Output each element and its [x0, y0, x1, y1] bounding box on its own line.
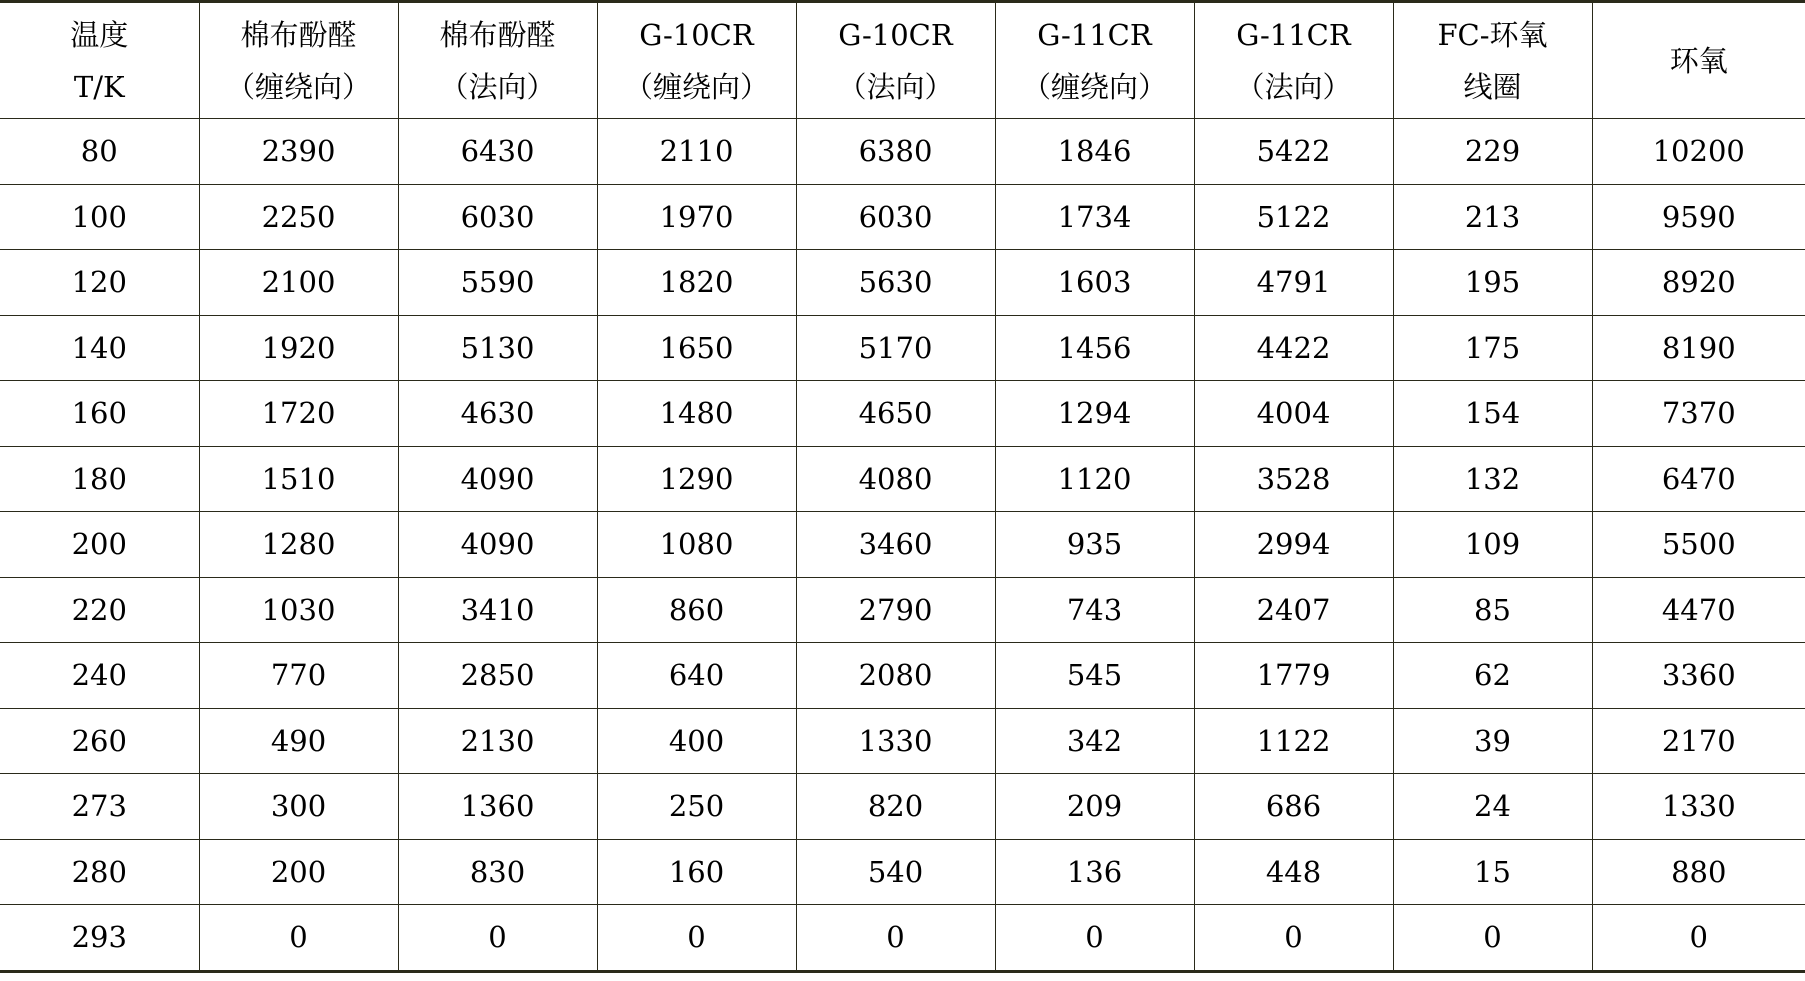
- table-cell: 229: [1393, 119, 1592, 185]
- table-cell: 1030: [199, 577, 398, 643]
- column-header-line1: 温度: [70, 17, 129, 52]
- temperature-cell: 140: [0, 315, 199, 381]
- column-header-line1: G-10CR: [838, 17, 953, 52]
- column-header: [1592, 2, 1805, 119]
- table-row: [0, 708, 1805, 774]
- column-header: [597, 2, 796, 119]
- table-cell: 6030: [796, 184, 995, 250]
- table-cell: 2250: [199, 184, 398, 250]
- table-cell: 62: [1393, 643, 1592, 709]
- table-cell: 3410: [398, 577, 597, 643]
- table-cell: 4422: [1194, 315, 1393, 381]
- column-header-line1: FC-环氧: [1437, 17, 1548, 52]
- table-cell: 0: [398, 905, 597, 972]
- table-row: [0, 839, 1805, 905]
- table-cell: 1456: [995, 315, 1194, 381]
- table-cell: 545: [995, 643, 1194, 709]
- column-header-line2: （法向）: [439, 69, 556, 104]
- table-cell: 132: [1393, 446, 1592, 512]
- table-cell: 160: [597, 839, 796, 905]
- table-cell: 9590: [1592, 184, 1805, 250]
- table-cell: 540: [796, 839, 995, 905]
- table-cell: 39: [1393, 708, 1592, 774]
- table-row: [0, 184, 1805, 250]
- table-row: [0, 774, 1805, 840]
- table-header: [0, 2, 1805, 119]
- table-cell: 2790: [796, 577, 995, 643]
- table-cell: 0: [597, 905, 796, 972]
- column-header-line2: （法向）: [837, 69, 954, 104]
- table-cell: 0: [199, 905, 398, 972]
- table-cell: 175: [1393, 315, 1592, 381]
- table-cell: 1734: [995, 184, 1194, 250]
- table-cell: 400: [597, 708, 796, 774]
- table-cell: 2080: [796, 643, 995, 709]
- table-cell: 743: [995, 577, 1194, 643]
- table-cell: 8190: [1592, 315, 1805, 381]
- table-row: [0, 381, 1805, 447]
- table-row: [0, 119, 1805, 185]
- table-cell: 342: [995, 708, 1194, 774]
- table-cell: 300: [199, 774, 398, 840]
- temperature-cell: 273: [0, 774, 199, 840]
- table-cell: 1650: [597, 315, 796, 381]
- table-cell: 1330: [796, 708, 995, 774]
- table-cell: 0: [796, 905, 995, 972]
- table-cell: 1480: [597, 381, 796, 447]
- table-cell: 2170: [1592, 708, 1805, 774]
- table-cell: 880: [1592, 839, 1805, 905]
- table-cell: 640: [597, 643, 796, 709]
- table-cell: 5170: [796, 315, 995, 381]
- column-header-line1: G-10CR: [639, 17, 754, 52]
- table-cell: 5590: [398, 250, 597, 316]
- temperature-cell: 160: [0, 381, 199, 447]
- table-cell: 6030: [398, 184, 597, 250]
- column-header-line1: 棉布酚醛: [240, 17, 357, 52]
- table-cell: 2850: [398, 643, 597, 709]
- table-cell: 8920: [1592, 250, 1805, 316]
- table-cell: 85: [1393, 577, 1592, 643]
- table-row: [0, 512, 1805, 578]
- table-cell: 1290: [597, 446, 796, 512]
- column-header-line1: G-11CR: [1037, 17, 1152, 52]
- table-cell: 7370: [1592, 381, 1805, 447]
- table-cell: 860: [597, 577, 796, 643]
- column-header: [199, 2, 398, 119]
- table-cell: 2110: [597, 119, 796, 185]
- column-header-line1: 环氧: [1669, 43, 1728, 78]
- table-cell: 10200: [1592, 119, 1805, 185]
- table-row: [0, 577, 1805, 643]
- table-cell: 213: [1393, 184, 1592, 250]
- column-header: [995, 2, 1194, 119]
- table-cell: 490: [199, 708, 398, 774]
- table-cell: 6380: [796, 119, 995, 185]
- temperature-cell: 200: [0, 512, 199, 578]
- table-cell: 0: [995, 905, 1194, 972]
- column-header-line2: （缠绕向）: [225, 69, 371, 104]
- table-cell: 1779: [1194, 643, 1393, 709]
- table-cell: 154: [1393, 381, 1592, 447]
- table-cell: 5630: [796, 250, 995, 316]
- column-header-line2: T/K: [73, 69, 125, 104]
- table-cell: 2130: [398, 708, 597, 774]
- temperature-cell: 180: [0, 446, 199, 512]
- table-cell: 4470: [1592, 577, 1805, 643]
- table-cell: 1970: [597, 184, 796, 250]
- table-body: [0, 119, 1805, 972]
- table-cell: 1920: [199, 315, 398, 381]
- table-cell: 4090: [398, 512, 597, 578]
- table-cell: 3360: [1592, 643, 1805, 709]
- table-cell: 4080: [796, 446, 995, 512]
- column-header: [1393, 2, 1592, 119]
- column-header: [398, 2, 597, 119]
- table-cell: 935: [995, 512, 1194, 578]
- table-cell: 4004: [1194, 381, 1393, 447]
- temperature-cell: 220: [0, 577, 199, 643]
- table-cell: 1510: [199, 446, 398, 512]
- table-cell: 200: [199, 839, 398, 905]
- column-header-line2: 线圈: [1463, 69, 1522, 104]
- table-cell: 1720: [199, 381, 398, 447]
- table-cell: 6470: [1592, 446, 1805, 512]
- table-row: [0, 446, 1805, 512]
- temperature-cell: 280: [0, 839, 199, 905]
- table-cell: 770: [199, 643, 398, 709]
- table-cell: 4630: [398, 381, 597, 447]
- table-cell: 0: [1393, 905, 1592, 972]
- table-row: [0, 315, 1805, 381]
- table-cell: 15: [1393, 839, 1592, 905]
- column-header-line1: G-11CR: [1236, 17, 1351, 52]
- table-row: [0, 905, 1805, 972]
- table-cell: 195: [1393, 250, 1592, 316]
- table-cell: 1294: [995, 381, 1194, 447]
- table-cell: 24: [1393, 774, 1592, 840]
- table-cell: 1120: [995, 446, 1194, 512]
- table-cell: 0: [1194, 905, 1393, 972]
- table-cell: 209: [995, 774, 1194, 840]
- column-header: [0, 2, 199, 119]
- table-cell: 2390: [199, 119, 398, 185]
- table-cell: 5130: [398, 315, 597, 381]
- table-cell: 1280: [199, 512, 398, 578]
- table-cell: 109: [1393, 512, 1592, 578]
- table-cell: 2994: [1194, 512, 1393, 578]
- table-cell: 1360: [398, 774, 597, 840]
- table-cell: 1846: [995, 119, 1194, 185]
- table-cell: 830: [398, 839, 597, 905]
- table-cell: 250: [597, 774, 796, 840]
- table-cell: 4791: [1194, 250, 1393, 316]
- table-cell: 5500: [1592, 512, 1805, 578]
- table-cell: 5122: [1194, 184, 1393, 250]
- table-cell: 0: [1592, 905, 1805, 972]
- table-cell: 4650: [796, 381, 995, 447]
- temperature-cell: 260: [0, 708, 199, 774]
- table-cell: 136: [995, 839, 1194, 905]
- table-cell: 3460: [796, 512, 995, 578]
- table-row: [0, 643, 1805, 709]
- temperature-cell: 80: [0, 119, 199, 185]
- table-cell: 1330: [1592, 774, 1805, 840]
- table-cell: 3528: [1194, 446, 1393, 512]
- table-cell: 1603: [995, 250, 1194, 316]
- table-cell: 1080: [597, 512, 796, 578]
- column-header-line2: （缠绕向）: [623, 69, 769, 104]
- temperature-cell: 293: [0, 905, 199, 972]
- table-cell: 448: [1194, 839, 1393, 905]
- temperature-cell: 100: [0, 184, 199, 250]
- table-cell: 2407: [1194, 577, 1393, 643]
- table-cell: 2100: [199, 250, 398, 316]
- table-cell: 1122: [1194, 708, 1393, 774]
- column-header: [1194, 2, 1393, 119]
- temperature-cell: 120: [0, 250, 199, 316]
- table-cell: 5422: [1194, 119, 1393, 185]
- table-cell: 820: [796, 774, 995, 840]
- table-cell: 1820: [597, 250, 796, 316]
- temperature-cell: 240: [0, 643, 199, 709]
- table-cell: 686: [1194, 774, 1393, 840]
- table-cell: 4090: [398, 446, 597, 512]
- table-row: [0, 250, 1805, 316]
- column-header-line2: （法向）: [1235, 69, 1352, 104]
- column-header-line1: 棉布酚醛: [439, 17, 556, 52]
- header-row: [0, 2, 1805, 119]
- column-header-line2: （缠绕向）: [1021, 69, 1167, 104]
- column-header: [796, 2, 995, 119]
- table-cell: 6430: [398, 119, 597, 185]
